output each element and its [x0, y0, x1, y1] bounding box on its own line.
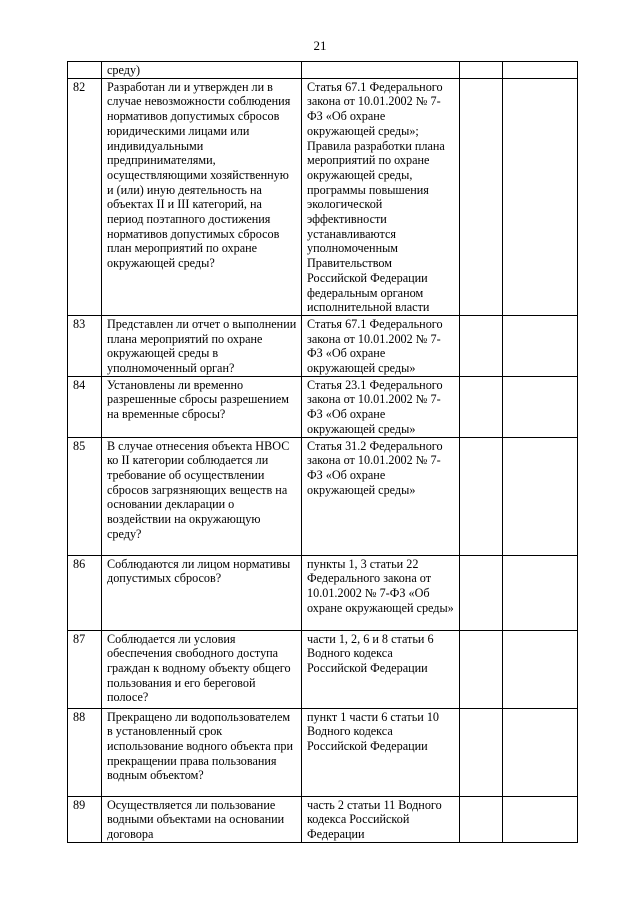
row-number-cell: 88: [68, 708, 102, 796]
table-row: [68, 708, 578, 796]
page-number: 21: [313, 38, 327, 53]
row-number-cell: 84: [68, 376, 102, 437]
row-number-cell: 86: [68, 555, 102, 630]
law-reference-cell: Статья 31.2 Федерального закона от 10.01.2002 № 7-ФЗ «Об охране окружающей среды»: [302, 437, 460, 555]
answer-cell: [460, 555, 503, 630]
table-row: [68, 437, 578, 555]
answer-cell: [460, 78, 503, 315]
law-reference-cell: Статья 67.1 Федерального закона от 10.01.2002 № 7-ФЗ «Об охране окружающей среды»: [302, 315, 460, 376]
table-row-continuation: [68, 62, 578, 79]
row-number-cell: 87: [68, 630, 102, 708]
note-cell: [503, 78, 578, 315]
law-reference-cell: пункт 1 части 6 статьи 10 Водного кодекса Российской Федерации: [302, 708, 460, 796]
law-reference-cell: часть 2 статьи 11 Водного кодекса Российской Федерации: [302, 796, 460, 842]
table-row: [68, 555, 578, 630]
note-cell: [503, 376, 578, 437]
checklist-table: [67, 61, 578, 843]
table-row: [68, 78, 578, 315]
law-reference-cell: [302, 62, 460, 79]
note-cell: [503, 555, 578, 630]
note-cell: [503, 708, 578, 796]
table-row: [68, 315, 578, 376]
row-number-cell: [68, 62, 102, 79]
table-row: [68, 630, 578, 708]
table-row: [68, 376, 578, 437]
note-cell: [503, 62, 578, 79]
note-cell: [503, 630, 578, 708]
answer-cell: [460, 437, 503, 555]
answer-cell: [460, 708, 503, 796]
question-cell: Представлен ли отчет о выполнении плана мероприятий по охране окружающей среды в уполномоченный орган?: [102, 315, 302, 376]
note-cell: [503, 796, 578, 842]
question-cell: Осуществляется ли пользование водными объектами на основании договора: [102, 796, 302, 842]
question-cell: Прекращено ли водопользователем в установленный срок использование водного объекта при прекращении права пользования водным объектом?: [102, 708, 302, 796]
question-cell: В случае отнесения объекта НВОС ко II категории соблюдается ли требование об осуществлении сбросов загрязняющих веществ на основании декларации о воздействии на окружающую среду?: [102, 437, 302, 555]
question-cell: среду): [102, 62, 302, 79]
note-cell: [503, 437, 578, 555]
question-cell: Разработан ли и утвержден ли в случае невозможности соблюдения нормативов допустимых сбросов юридическими лицами или индивидуальными предпринимателями, осуществляющими хозяйственную и (или) иную деятельность на объектах II и III категорий, на период поэтапного достижения нормативов допустимых сбросов план мероприятий по охране окружающей среды?: [102, 78, 302, 315]
law-reference-cell: Статья 67.1 Федерального закона от 10.01.2002 № 7-ФЗ «Об охране окружающей среды»; Правила разработки плана мероприятий по охране окружающей среды, программы повышения экологической эффективности устанавливаются уполномоченным Правительством Российской Федерации федеральным органом исполнительной власти: [302, 78, 460, 315]
answer-cell: [460, 315, 503, 376]
row-number-cell: 85: [68, 437, 102, 555]
question-cell: Установлены ли временно разрешенные сбросы разрешением на временные сбросы?: [102, 376, 302, 437]
law-reference-cell: Статья 23.1 Федерального закона от 10.01.2002 № 7-ФЗ «Об охране окружающей среды»: [302, 376, 460, 437]
law-reference-cell: пункты 1, 3 статьи 22 Федерального закона от 10.01.2002 № 7-ФЗ «Об охране окружающей среды»: [302, 555, 460, 630]
question-cell: Соблюдаются ли лицом нормативы допустимых сбросов?: [102, 555, 302, 630]
row-number-cell: 82: [68, 78, 102, 315]
note-cell: [503, 315, 578, 376]
row-number-cell: 83: [68, 315, 102, 376]
answer-cell: [460, 796, 503, 842]
answer-cell: [460, 62, 503, 79]
law-reference-cell: части 1, 2, 6 и 8 статьи 6 Водного кодекса Российской Федерации: [302, 630, 460, 708]
row-number-cell: 89: [68, 796, 102, 842]
table-row: [68, 796, 578, 842]
question-cell: Соблюдается ли условия обеспечения свободного доступа граждан к водному объекту общего пользования и его береговой полосе?: [102, 630, 302, 708]
answer-cell: [460, 630, 503, 708]
answer-cell: [460, 376, 503, 437]
